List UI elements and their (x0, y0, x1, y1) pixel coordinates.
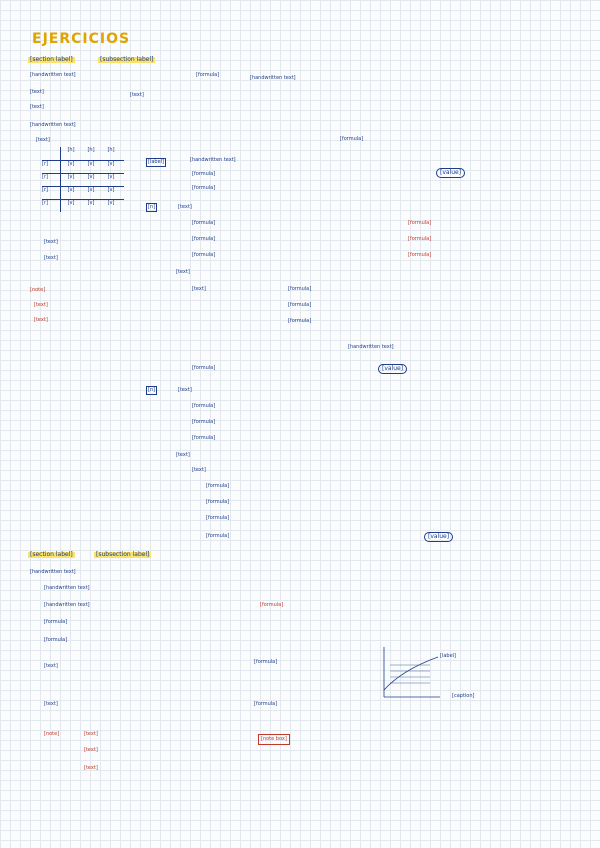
table-row: [r] [v] [v] [v] (42, 187, 124, 200)
text-line: [formula] (44, 619, 68, 625)
text-line: [text] (192, 467, 206, 473)
text-line: [text] (34, 302, 48, 308)
boxed-label: [label] (148, 159, 164, 165)
text-line: [text] (30, 104, 44, 110)
text-line: [text] (84, 765, 98, 771)
text-line: [formula] (192, 171, 216, 177)
text-line: [formula] (192, 435, 216, 441)
text-line: [formula] (192, 220, 216, 226)
text-line: [formula] (408, 220, 432, 226)
text-line: [formula] (288, 318, 312, 324)
text-line: [formula] (206, 483, 230, 489)
boxed-label: [n] (148, 387, 156, 393)
note-title: [note] (44, 731, 60, 737)
text-line: [formula] (192, 185, 216, 191)
text-line: [handwritten text] (44, 585, 90, 591)
note-box: [note box] (258, 734, 290, 745)
text-line: [text] (84, 747, 98, 753)
text-line: [formula] (192, 403, 216, 409)
text-line: [formula] (206, 515, 230, 521)
table-header: [h] (107, 147, 115, 153)
table-header: [h] (87, 147, 95, 153)
text-line: [text] (44, 663, 58, 669)
text-line: [formula] (254, 659, 278, 665)
text-line: [text] (34, 317, 48, 323)
text-line: [text] (192, 286, 206, 292)
result-circle: [value] (378, 364, 407, 374)
text-line: [formula] (192, 236, 216, 242)
text-line: [formula] (192, 419, 216, 425)
text-line: [handwritten text] (190, 157, 236, 163)
text-line: [formula] (408, 236, 432, 242)
section-subtag: [subsection label] (100, 56, 154, 63)
text-line: [text] (30, 89, 44, 95)
plot-svg (380, 645, 442, 700)
decision-plot (380, 645, 442, 700)
text-line: [text] (44, 239, 58, 245)
text-line: [formula] (288, 286, 312, 292)
page-title: EJERCICIOS (32, 31, 131, 47)
text-line: [formula] (408, 252, 432, 258)
text-line: [formula] (196, 72, 220, 78)
text-line: [text] (176, 269, 190, 275)
boxed-label: [n] (148, 204, 156, 210)
plot-caption: [caption] (452, 693, 475, 699)
table-header: [h] (67, 147, 75, 153)
text-line: [text] (176, 452, 190, 458)
text-line: [formula] (192, 252, 216, 258)
text-line: [formula] (288, 302, 312, 308)
note-title: [note] (30, 287, 46, 293)
section-tag: [section label] (30, 56, 73, 63)
result-circle: [value] (436, 168, 465, 178)
text-line: [formula] (254, 701, 278, 707)
table-row: [r] [v] [v] [v] (42, 161, 124, 174)
text-line: [handwritten text] (348, 344, 394, 350)
text-line: [formula] (206, 499, 230, 505)
text-line: [text] (84, 731, 98, 737)
text-line: [handwritten text] (30, 72, 76, 78)
text-line: [formula] (260, 602, 284, 608)
result-circle: [value] (424, 532, 453, 542)
text-line: [handwritten text] (250, 75, 296, 81)
table-row: [r] [v] [v] [v] (42, 174, 124, 187)
text-line: [formula] (44, 637, 68, 643)
text-line: [text] (44, 255, 58, 261)
text-line: [formula] (206, 533, 230, 539)
plot-label: [label] (440, 653, 456, 659)
text-line: [text] (130, 92, 144, 98)
text-line: [text] (44, 701, 58, 707)
text-line: [handwritten text] (44, 602, 90, 608)
section-subtag: [subsection label] (96, 551, 150, 558)
text-line: [formula] (192, 365, 216, 371)
table-row: [r] [v] [v] [v] (42, 200, 124, 212)
section-tag: [section label] (30, 551, 73, 558)
text-line: [handwritten text] (30, 569, 76, 575)
text-line: [handwritten text] (30, 122, 76, 128)
text-line: [text] (178, 387, 192, 393)
text-line: [text] (178, 204, 192, 210)
data-table (42, 147, 124, 211)
text-line: [formula] (340, 136, 364, 142)
text-line: [text] (36, 137, 50, 143)
